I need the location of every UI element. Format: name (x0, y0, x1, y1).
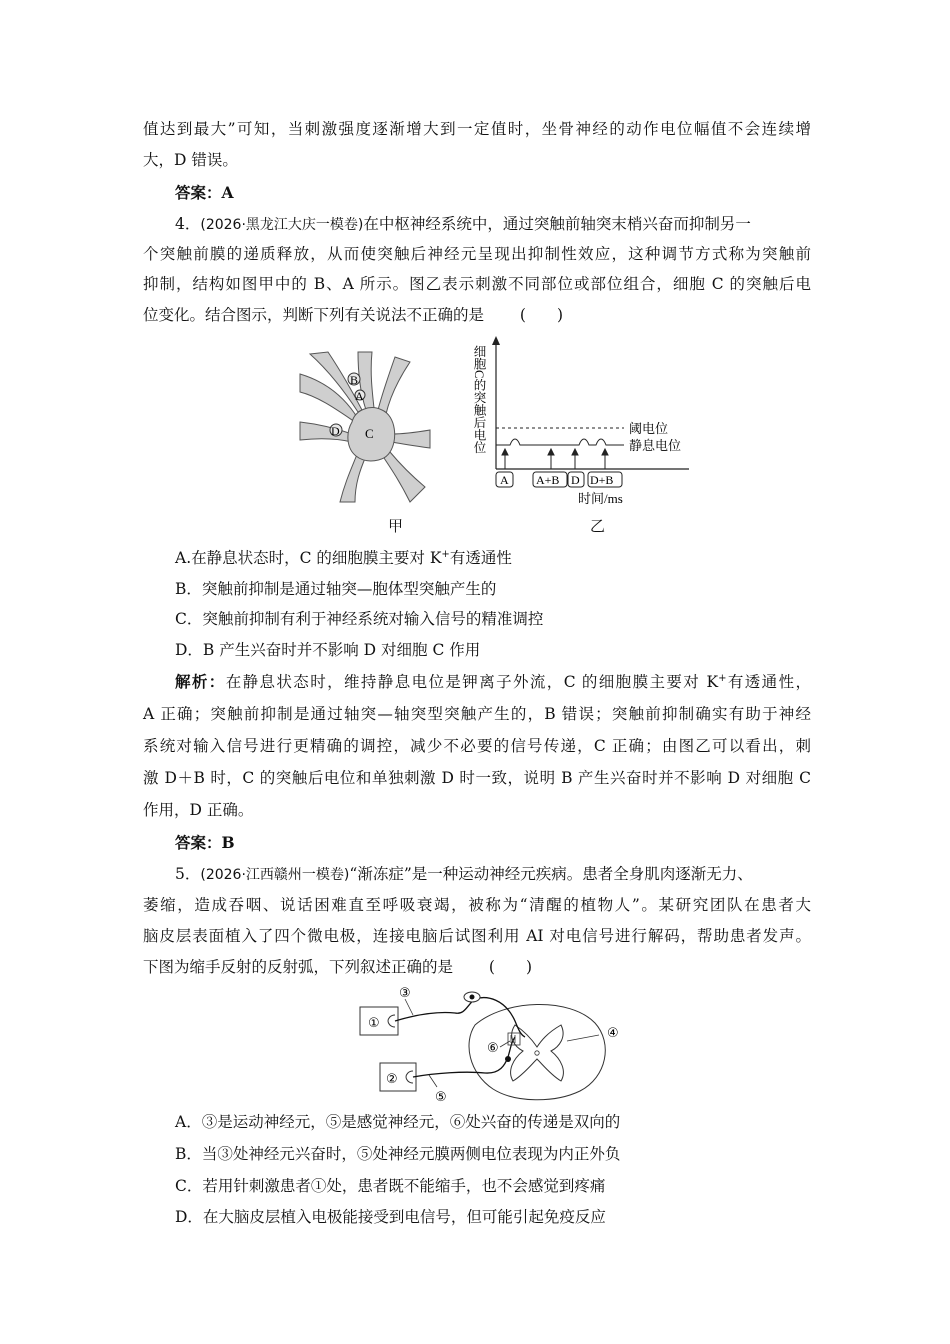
q4-option-a-sup: + (441, 549, 450, 560)
q4-answer: 答案：B (175, 833, 235, 852)
q4-stem-text: 在中枢神经系统中，通过突触前轴突末梢兴奋而抑制另一 (363, 215, 751, 233)
stimulus-a-label: A (500, 473, 509, 487)
q5-source: (2026·江西赣州一模卷) (200, 867, 350, 883)
q5-option-c: C．若用针刺激患者①处，患者既不能缩手，也不会感觉到疼痛 (175, 1177, 606, 1195)
graph-x-label: 时间/ms (578, 491, 623, 506)
q4-explanation-text: 在静息状态时，维持静息电位是钾离子外流，C 的细胞膜主要对 K (225, 673, 719, 691)
reflex-label-1: ① (368, 1016, 380, 1031)
q4-explanation-sup: + (718, 673, 727, 684)
graph-resting-label: 静息电位 (629, 438, 682, 453)
q4-explanation-line-4: 激 D＋B 时，C 的突触后电位和单独刺激 D 时一致，说明 B 产生兴奋时并不影响 D 对细胞 C (143, 769, 811, 787)
q4-option-b: B．突触前抑制是通过轴突—胞体型突触产生的 (175, 580, 497, 598)
prev-text-line-2: 大，D 错误。 (143, 151, 238, 169)
q4-stem-line-4: 位变化。结合图示，判断下列有关说法不正确的是 ( ) (143, 306, 564, 324)
q5-option-a: A．③是运动神经元，⑤是感觉神经元，⑥处兴奋的传递是双向的 (175, 1113, 621, 1131)
q4-stem-line-1 (175, 213, 751, 236)
q4-number: 4． (175, 215, 201, 233)
q4-option-c: C．突触前抑制有利于神经系统对输入信号的精准调控 (175, 610, 544, 628)
q4-figure-potential-graph (474, 333, 699, 508)
neuron-label-d: D (331, 424, 340, 438)
reflex-label-5: ⑤ (435, 1090, 447, 1105)
q4-option-a-text: A.在静息状态时，C 的细胞膜主要对 K (175, 549, 442, 567)
q5-option-d: D．在大脑皮层植入电极能接受到电信号，但可能引起免疫反应 (175, 1208, 606, 1226)
q5-stem-line-3: 脑皮层表面植入了四个微电极，连接电脑后试图利用 AI 对电信号进行解码，帮助患者发声。 (143, 927, 811, 945)
q5-stem-line-2: 萎缩，造成吞咽、说话困难直至呼吸衰竭，被称为“清醒的植物人”。某研究团队在患者大 (143, 896, 811, 914)
q4-figure-right-caption: 乙 (590, 517, 606, 535)
neuron-label-b: B (350, 373, 359, 387)
q4-option-d: D．B 产生兴奋时并不影响 D 对细胞 C 作用 (175, 641, 481, 659)
graph-threshold-label: 阈电位 (629, 421, 669, 436)
stimulus-d-label: D (571, 473, 580, 487)
reflex-label-2: ② (386, 1072, 398, 1087)
neuron-label-a: A (355, 389, 364, 403)
q4-option-a (175, 547, 512, 569)
q5-stem-line-4: 下图为缩手反射的反射弧，下列叙述正确的是 ( ) (143, 958, 533, 976)
q5-number: 5． (175, 865, 201, 883)
q5-option-b: B．当③处神经元兴奋时，⑤处神经元膜两侧电位表现为内正外负 (175, 1145, 621, 1163)
q4-stem-line-2: 个突触前膜的递质释放，从而使突触后神经元呈现出抑制性效应，这种调节方式称为突触前 (143, 245, 811, 263)
q4-explanation-text-end: 有透通性， (726, 673, 811, 691)
prev-text-line-1: 值达到最大”可知，当刺激强度逐渐增大到一定值时，坐骨神经的动作电位幅值不会连续增 (143, 120, 811, 138)
q4-figure-neuron (300, 352, 430, 502)
q4-stem-line-3: 抑制，结构如图甲中的 B、A 所示。图乙表示刺激不同部位或部位组合，细胞 C 的突触后电 (143, 275, 811, 293)
q4-source: (2026·黑龙江大庆一模卷) (200, 217, 364, 233)
q5-figure-reflex-arc (355, 985, 640, 1105)
neuron-label-c: C (365, 426, 374, 441)
reflex-label-3: ③ (399, 986, 411, 1001)
stimulus-ab-label: A+B (536, 473, 560, 487)
q5-stem-text: “渐冻症”是一种运动神经元疾病。患者全身肌肉逐渐无力、 (349, 865, 753, 883)
q4-explanation-line-1 (175, 671, 811, 693)
stimulus-db-label: D+B (590, 473, 614, 487)
reflex-label-4: ④ (607, 1026, 619, 1041)
q5-stem-line-1 (175, 863, 753, 886)
prev-answer: 答案：A (175, 183, 234, 202)
q4-explanation-line-5: 作用，D 正确。 (143, 801, 254, 819)
q4-explanation-line-2: A 正确；突触前抑制是通过轴突—轴突型突触产生的，B 错误；突触前抑制确实有助于神经 (143, 705, 811, 723)
reflex-label-6: ⑥ (487, 1041, 499, 1056)
graph-y-label: 细胞C的突触后电位 (472, 345, 486, 454)
q4-option-a-text-end: 有透通性 (449, 549, 512, 567)
q4-figure-left-caption: 甲 (388, 517, 404, 535)
q4-explanation-line-3: 系统对输入信号进行更精确的调控，减少不必要的信号传递，C 正确；由图乙可以看出，刺 (143, 737, 811, 755)
q4-explanation-head: 解析： (175, 672, 226, 691)
